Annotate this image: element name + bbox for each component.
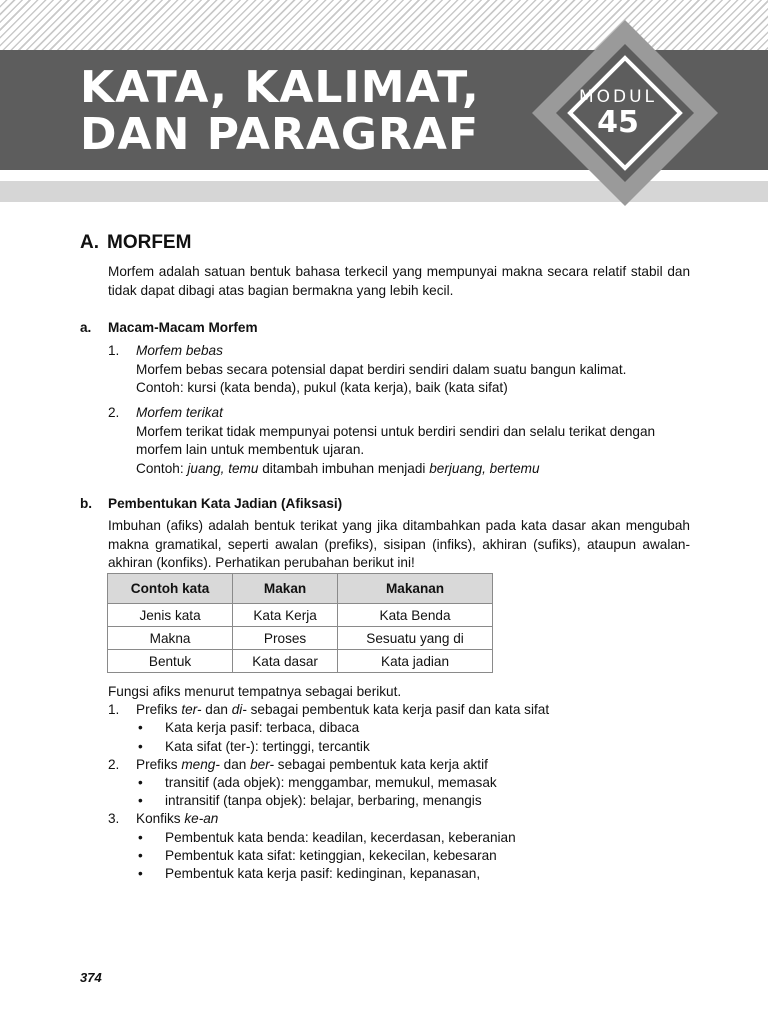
section-a-marker: A. <box>80 232 99 253</box>
bullet-text: Pembentuk kata sifat: ketinggian, kekecilan, kebesaran <box>165 847 497 863</box>
bullet-item <box>108 719 698 737</box>
list-item <box>108 810 698 828</box>
subsection-b-marker: b. <box>80 496 93 511</box>
text-part: Prefiks <box>136 702 182 718</box>
bullet-text: Pembentuk kata kerja pasif: kedinginan, kepanasan, <box>165 865 481 881</box>
list-item-text <box>136 701 549 719</box>
item-heading: Morfem bebas <box>136 343 223 358</box>
subsection-b-heading <box>80 496 342 511</box>
item-number: 1. <box>108 343 120 358</box>
affix-term: ke-an <box>184 811 219 827</box>
list-item <box>108 756 698 774</box>
example-root-words: juang, temu <box>187 460 259 476</box>
table-cell: Jenis kata <box>108 604 233 627</box>
chapter-title-line-2: DAN PARAGRAF <box>80 109 480 160</box>
table-cell: Bentuk <box>108 650 233 673</box>
table-cell: Sesuatu yang di <box>338 627 493 650</box>
bullet-text: Pembentuk kata benda: keadilan, kecerdasan, keberanian <box>165 829 516 845</box>
bullet-text: Kata sifat (ter-): tertinggi, tercantik <box>165 738 370 754</box>
item-description: Morfem bebas secara potensial dapat berdiri sendiri dalam suatu bangun kalimat. <box>136 361 627 377</box>
bullet-glyph: • <box>138 720 143 736</box>
item-heading: Morfem terikat <box>136 405 223 420</box>
module-label: MODUL <box>578 87 658 107</box>
bullet-item <box>108 792 698 810</box>
bullet-item <box>108 829 698 847</box>
subsection-a-title: Macam-Macam Morfem <box>108 320 258 335</box>
section-a-title: MORFEM <box>107 232 192 253</box>
list-item-number: 2. <box>108 756 120 772</box>
bullet-item <box>108 847 698 865</box>
table-cell: Kata Kerja <box>233 604 338 627</box>
table-header-cell: Makanan <box>338 574 493 604</box>
table-cell: Kata dasar <box>233 650 338 673</box>
subsection-a-heading <box>80 320 258 335</box>
text-part: Konfiks <box>136 811 185 827</box>
list-item-text <box>136 756 488 774</box>
section-a-heading <box>80 232 191 254</box>
affix-function-list <box>108 683 698 883</box>
table-header-cell: Makan <box>233 574 338 604</box>
module-badge-label <box>568 88 668 140</box>
bullet-glyph: • <box>138 829 143 845</box>
page-number: 374 <box>80 970 102 985</box>
table-row <box>108 650 493 673</box>
bullet-glyph: • <box>138 738 143 754</box>
table-cell: Proses <box>233 627 338 650</box>
bullet-item <box>108 865 698 883</box>
module-number: 45 <box>597 105 639 140</box>
subsection-a-marker: a. <box>80 320 92 335</box>
text-part: sebagai pembentuk kata kerja aktif <box>274 756 488 772</box>
item-example: Contoh: kursi (kata benda), pukul (kata kerja), baik (kata sifat) <box>136 380 508 395</box>
bullet-glyph: • <box>138 774 143 790</box>
item-example <box>136 460 690 479</box>
text-part: dan <box>201 702 232 718</box>
bullet-item <box>108 738 698 756</box>
bullet-item <box>108 774 698 792</box>
item-description: Morfem terikat tidak mempunyai potensi untuk berdiri sendiri dan selalu terikat dengan morfem lain untuk membentuk ujaran. <box>136 423 656 457</box>
morfem-definition: Morfem adalah satuan bentuk bahasa terkecil yang mempunyai makna secara relatif stabil dan tidak dapat dibagi atas bagian bermakna yang lebih kecil. <box>108 264 690 298</box>
example-derived-words: berjuang, bertemu <box>429 460 540 476</box>
bullet-glyph: • <box>138 865 143 881</box>
table-cell: Makna <box>108 627 233 650</box>
list-item-number: 3. <box>108 811 120 827</box>
affix-term: meng- <box>181 756 220 772</box>
afiks-definition: Imbuhan (afiks) adalah bentuk terikat yang jika ditambahkan pada kata dasar akan mengubah makna gramatikal, seperti awalan (prefiks), sisipan (infiks), akhiran (sufiks), ataupun awalan-akhiran (konfiks). Perhatikan perubahan berikut ini! <box>108 518 690 570</box>
affix-term: ber- <box>250 756 275 772</box>
list-item-text <box>136 810 218 828</box>
morfem-bebas-item <box>108 342 690 398</box>
text-part: Prefiks <box>136 756 182 772</box>
table-cell: Kata jadian <box>338 650 493 673</box>
bullet-text: Kata kerja pasif: terbaca, dibaca <box>165 720 360 736</box>
bullet-text: intransitif (tanpa objek): belajar, berbaring, menangis <box>165 793 482 809</box>
morfem-terikat-item <box>108 404 690 478</box>
affix-term: di- <box>231 702 247 718</box>
text-part: dan <box>219 756 251 772</box>
table-row <box>108 604 493 627</box>
list-intro-text: Fungsi afiks menurut tempatnya sebagai berikut. <box>108 684 402 699</box>
affix-term: ter- <box>181 702 202 718</box>
table-header-row <box>108 574 493 604</box>
item-number: 2. <box>108 405 120 420</box>
chapter-title-line-1: KATA, KALIMAT, <box>80 62 480 113</box>
bullet-glyph: • <box>138 793 143 809</box>
bullet-glyph: • <box>138 847 143 863</box>
chapter-title <box>80 64 480 158</box>
list-item-number: 1. <box>108 702 120 718</box>
table-row <box>108 627 493 650</box>
list-intro <box>108 683 698 701</box>
list-item <box>108 701 698 719</box>
text-part: sebagai pembentuk kata kerja pasif dan kata sifat <box>246 702 550 718</box>
affix-example-table <box>107 573 493 673</box>
table-header-cell: Contoh kata <box>108 574 233 604</box>
table-cell: Kata Benda <box>338 604 493 627</box>
bullet-text: transitif (ada objek): menggambar, memukul, memasak <box>165 774 497 790</box>
subsection-b-title: Pembentukan Kata Jadian (Afiksasi) <box>108 496 343 511</box>
example-middle: ditambah imbuhan menjadi <box>258 460 430 476</box>
example-prefix: Contoh: <box>136 460 188 476</box>
